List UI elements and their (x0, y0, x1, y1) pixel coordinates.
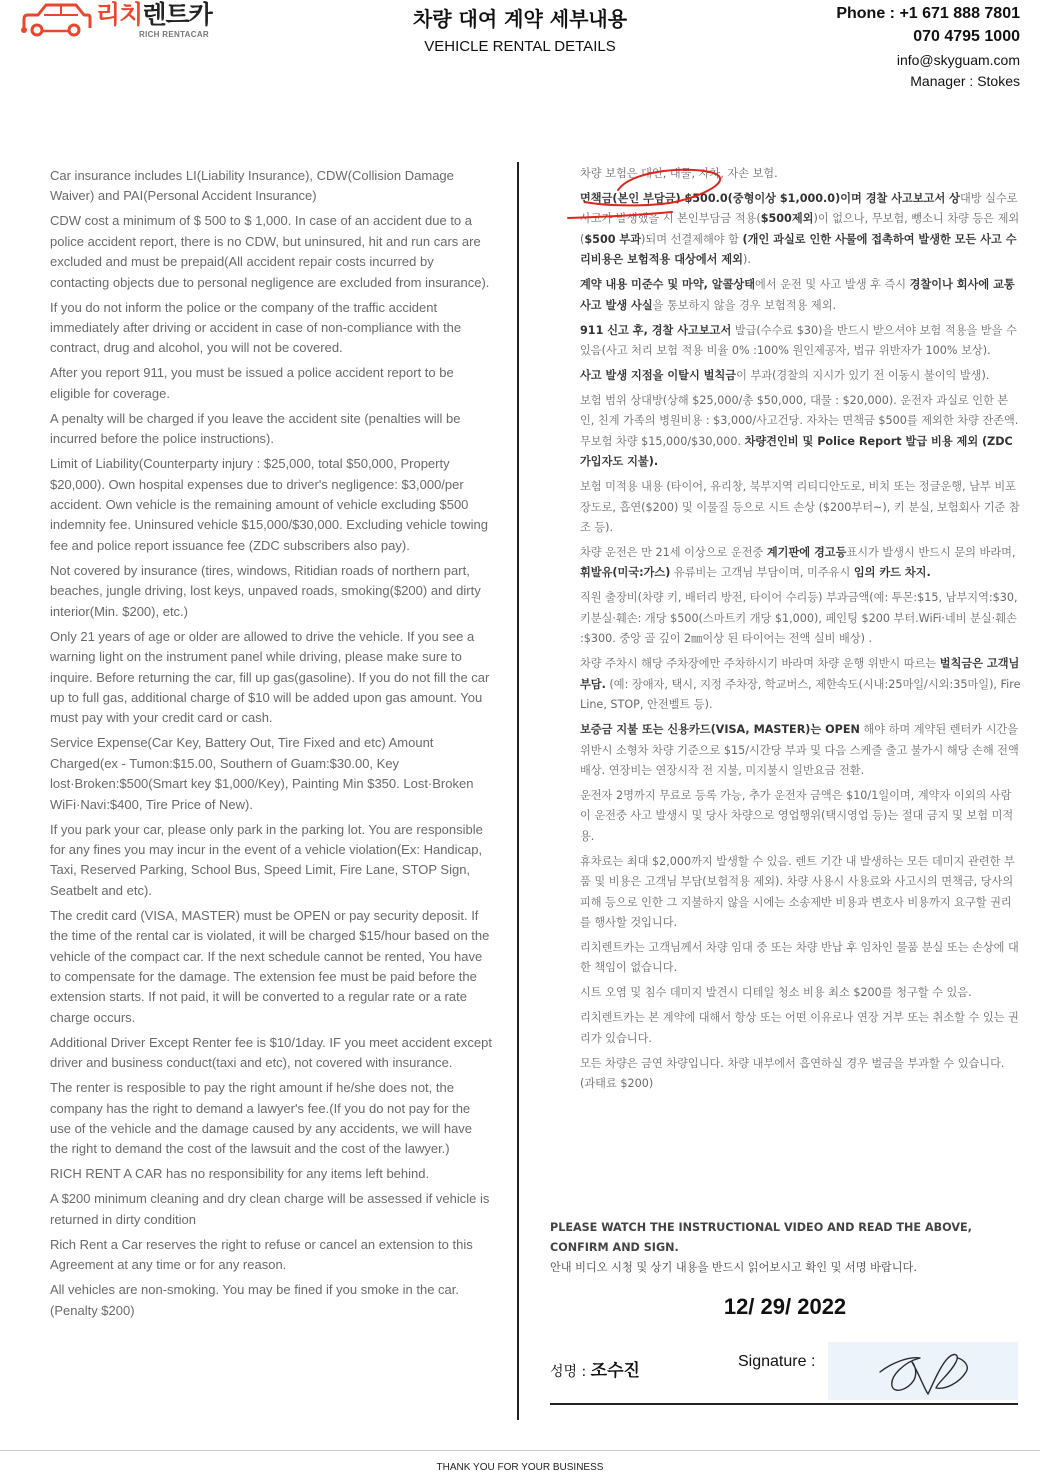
footer-text: THANK YOU FOR YOUR BUSINESS (436, 1462, 604, 1473)
name-field (550, 1356, 640, 1381)
term-ko-item (580, 654, 1022, 715)
term-ko-text: 이 부과(경찰의 지시가 있기 전 이동시 불이익 발생). (736, 369, 990, 383)
term-ko-text: 리치렌트카는 고객님께서 차량 임대 중 또는 차량 반납 후 임차인 물품 분실 또는 손상에 대한 책임이 없습니다. (580, 940, 1019, 975)
term-ko-text: 운전자 2명까지 무료로 등록 가능, 추가 운전자 금액은 $10/1일이며, 계약자 이외의 사람이 운전중 사고 발생시 및 당사 차량으로 영업행위(택시영업 등)는 절대 금지 및 보험 미적용. (580, 788, 1014, 843)
term-ko-text: 리치렌트카는 본 계약에 대해서 항상 또는 어떤 이유로나 연장 거부 또는 취소할 수 있는 권리가 있습니다. (580, 1011, 1019, 1045)
term-ko-text: 차량 보험은 대인, 대물, 자차, 자손 보험. (580, 167, 778, 180)
document-title-ko: 차량 대여 계약 세부내용 (412, 7, 628, 31)
term-en-item: Limit of Liability(Counterparty injury : $25,000, total $50,000, Property $20,000). Own hospital expenses due to driver's negligence: $3,000/per accident. Own vehicle is the remaining amount of vehicle excluding $500 indemnity fee. Uninsured vehicle $15,000/$30,000. Excluding vehicle towing fee and police report issuance fee (ZDC subscribers also pay). (50, 456, 488, 553)
brand-name-ko: 리치렌트카 (96, 0, 212, 29)
term-ko-emphasis: $500제외 (760, 212, 814, 226)
contact-block (836, 3, 1020, 92)
term-en-item: A $200 minimum cleaning and dry clean charge will be assessed if vehicle is returned in dirty condition (50, 1191, 490, 1227)
signature-box[interactable] (828, 1342, 1018, 1400)
term-en-item: Additional Driver Except Renter fee is $10/1day. IF you meet accident except driver and business conduct(taxi and etc), not covered with insurance. (50, 1034, 492, 1071)
signature-underline (550, 1403, 1018, 1405)
term-en-item: RICH RENT A CAR has no responsibility for any items left behind. (50, 1166, 430, 1182)
terms-korean-column (580, 164, 1022, 1099)
term-ko-text: 모든 차량은 금연 차량입니다. 차량 내부에서 흡연하실 경우 벌금을 부과할 수 있습니다. (과태료 $200) (580, 1056, 1005, 1091)
phone-secondary: 070 4795 1000 (913, 28, 1020, 45)
term-ko-emphasis: 계기판에 경고등 (766, 546, 847, 560)
term-ko-emphasis: 휘발유(미국:가스) (580, 566, 671, 580)
term-ko-emphasis: 면책금(본인 부담금) $500.0(중형이상 $1,000.0)이며 경찰 사고보고서 상 (580, 192, 960, 205)
term-en-item: If you park your car, please only park in the parking lot. You are responsible for any fines you may incur in the event of a vehicle violation(Ex: Handicap, Taxi, Reserved Parking, School Bus, Speed Limit, Fire Lane, STOP Sign, Seatbelt and etc). (50, 821, 483, 898)
term-en-item: If you do not inform the police or the company of the traffic accident immediately after driving or accident in case of non-compliance with the contract, drug and alcohol, you will not be covered. (50, 299, 462, 356)
term-ko-text: 유류비는 고객님 부담이며, 미주유시 (670, 566, 854, 580)
term-ko-item (580, 720, 1022, 781)
column-divider (517, 162, 519, 1420)
signature-row (550, 1350, 1018, 1404)
notice-en-line2: CONFIRM AND SIGN. (550, 1241, 679, 1254)
term-ko-item (580, 391, 1022, 473)
term-ko-item (580, 1054, 1022, 1095)
signing-date: 12/ 29/ 2022 (723, 1294, 847, 1319)
brand-name-en: RICH RENTACAR (139, 30, 209, 39)
contact-manager: Manager : Stokes (910, 73, 1020, 89)
term-ko-item (580, 852, 1022, 934)
term-en-item: Car insurance includes LI(Liability Insurance), CDW(Collision Damage Waiver) and PAI(Personal Accident Insurance) (50, 168, 454, 204)
term-ko-emphasis: 임의 카드 차지. (853, 566, 931, 580)
term-ko-item (580, 321, 1022, 362)
term-ko-item (580, 588, 1022, 649)
term-en-item: Service Expense(Car Key, Battery Out, Tire Fixed and etc) Amount Charged(ex - Tumon:$15.00, Southern of Guam:$30.00, Key lost·Broken:$500(Smart key $1,000/Key), Painting Min $350. Lost·Broken WiFi·Navi:$400, Tire Price of New). (50, 735, 474, 812)
term-ko-item (580, 938, 1022, 979)
name-label: 성명 : (550, 1364, 591, 1380)
term-ko-text: ). (743, 253, 751, 267)
term-ko-item (580, 543, 1022, 584)
term-ko-text: 표시가 발생시 반드시 문의 바라며, (846, 546, 1016, 560)
term-en-item: Rich Rent a Car reserves the right to refuse or cancel an extension to this Agreement at any time or for any reason. (50, 1236, 473, 1273)
term-ko-emphasis: 사고 발생 지점을 이탈시 벌칙금 (580, 369, 737, 383)
term-en-item: The renter is resposible to pay the right amount if he/she does not, the company has the right to demand a lawyer's fee.(If you do not pay for the use of the vehicle and the damage caused by any accidents, we will have the right to demand the cost of the lawsuit and the cost of the lawyer.) (50, 1080, 473, 1157)
term-ko-item (580, 477, 1022, 538)
term-en-item: A penalty will be charged if you leave the accident site (penalties will be incurred before the police instructions). (50, 410, 461, 447)
term-ko-emphasis: 차량견인비 및 Police Report 발급 비용 제외 (ZDC 가입자도 지불). (580, 434, 1013, 469)
term-ko-text: (예: 장애자, 택시, 지정 주차장, 학교버스, 제한속도(시내:25마일/시외:35마일), Fire Line, STOP, 안전벨트 등). (580, 677, 1021, 712)
term-ko-text: 휴차료는 최대 $2,000까지 발생할 수 있음. 렌트 기간 내 발생하는 모든 데미지 관련한 부품 및 비용은 고객님 부담(보험적용 제외). 차량 사용시 사용료와 사고시의 면책금, 당사의 피해 등으로 인한 그 지불하지 않을 시에는 소송제반 비용과 변호사 비용까지 요구할 권리를 행사할 것입니다. (580, 854, 1015, 929)
term-en-item: The credit card (VISA, MASTER) must be OPEN or pay security deposit. If the time of the rental car is violated, it will be charged $15/hour based on the vehicle of the compact car. If the next schedule cannot be rented, You have to compensate for the damage. The extension fee must be paid before the extension starts. If not paid, it will be converted to a regular rate or a rate charge occurs. (50, 907, 490, 1025)
term-ko-emphasis: $500 부과 (584, 232, 642, 246)
term-ko-text: 보험 범위 상대방(상해 $25,000/총 $50,000, 대물 : $20,000). 운전자 과실로 인한 본인, 친계 가족의 병원비용 : $3,000/사고건당. 자차는 면책금 $500를 제외한 차량 잔존액. 무보험 차량 $15,000/$30,000. (580, 394, 1019, 448)
term-ko-text: 보험 미적용 내용 (타이어, 유리창, 북부지역 리티디안도로, 비치 또는 정글운행, 남부 비포장도로, 흡연($200) 및 이물질 등으로 시트 손상 ($200부터~), 키 분실, 보험회사 기준 참조 등). (580, 480, 1020, 535)
term-ko-text: 직원 출장비(차량 키, 배터리 방전, 타이어 수리등) 부과금액(예: 투몬:$15, 남부지역:$30, 키분실·훼손: 개당 $500(스마트키 개당 $1,000), 페인팅 $200 부터.WiFi·네비 분실·훼손 :$300. 중앙 골 깊이 2㎜이상 된 타이어는 전액 실비 배상) . (580, 591, 1018, 646)
term-ko-emphasis: 경찰이나 회사에 교통 사고 발생 사실 (580, 278, 1015, 312)
phone-primary: Phone : +1 671 888 7801 (836, 5, 1020, 22)
term-ko-text: 에서 운전 및 사고 발생 후 즉시 (755, 278, 910, 292)
term-ko-emphasis: 보증금 지불 또는 신용카드(VISA, MASTER)는 OPEN (580, 723, 860, 737)
term-en-item: Not covered by insurance (tires, windows, Ritidian roads of northern part, beaches, jungle driving, lost keys, unpaved roads, smoking($200) and dirty interior(Min. $200), etc.) (50, 562, 481, 619)
notice-en-line1: PLEASE WATCH THE INSTRUCTIONAL VIDEO AND READ THE ABOVE, (550, 1221, 972, 1234)
term-ko-item (580, 1008, 1022, 1049)
footer-divider (0, 1450, 1040, 1451)
term-ko-text: )이 없으나, 무보험, 뺑소니 차량 등은 제외( (580, 212, 1020, 246)
term-ko-item (580, 786, 1022, 847)
term-ko-emphasis: 911 신고 후, 경찰 사고보고서 (580, 323, 732, 337)
notice-ko: 안내 비디오 시청 및 상기 내용을 반드시 읽어보시고 확인 및 서명 바랍니다. (550, 1261, 917, 1274)
signature-label: Signature : (738, 1353, 816, 1370)
handwritten-signature (828, 1342, 1018, 1400)
document-title-en: VEHICLE RENTAL DETAILS (424, 38, 616, 55)
term-ko-text: 차량 운전은 만 21세 이상으로 운전중 (580, 546, 767, 560)
term-en-item: CDW cost a minimum of $ 500 to $ 1,000. In case of an accident due to a police accident report, there is no CDW, but uninsured, hit and run cars are excluded and must be prepaid(All accident repair costs incurred by contacting objects due to personal negligence are excluded from insurance). (50, 213, 490, 290)
term-en-item: After you report 911, you must be issued a police accident report to be eligible for coverage. (50, 365, 454, 401)
term-en-item: All vehicles are non-smoking. You may be fined if you smoke in the car. (Penalty $200) (50, 1282, 459, 1318)
name-value: 조수진 (590, 1361, 640, 1381)
sign-notice (550, 1218, 1020, 1278)
term-ko-item (580, 275, 1022, 316)
term-ko-emphasis: 벌칙금은 고객님 부담. (580, 657, 1020, 691)
term-ko-text: 발급(수수료 $30)을 반드시 받으셔야 보험 적용을 받을 수 있음(사고 처리 보험 적용 비율 0% :100% 원인제공자, 법규 위반자가 100% 보상). (580, 323, 1017, 358)
term-ko-text: 시트 오염 및 침수 데미지 발견시 디테일 청소 비용 최소 $200를 청구할 수 있음. (580, 986, 972, 1000)
term-ko-text: 해야 하며 계약된 렌터카 시간을 위반시 소형차 차량 기준으로 $15/시간당 부과 및 다음 스케줄 출고 불가시 해당 손해 전액 배상. 연장비는 연장시작 전 지불, 미지불시 일반요금 전환. (580, 723, 1019, 777)
term-ko-text: )되며 선결제해야 함 (641, 232, 743, 246)
term-ko-emphasis: (개인 과실로 인한 사물에 접촉하여 발생한 모든 사고 수리비용은 보험적용 대상에서 제외 (580, 232, 1017, 267)
term-ko-item (580, 366, 1022, 386)
red-pen-annotation (560, 160, 790, 230)
terms-english-column (50, 166, 492, 1326)
term-ko-text: 차량 주차시 해당 주차장에만 주차하시기 바라며 차량 운행 위반시 따르는 (580, 657, 940, 671)
term-ko-text: 을 통보하지 않을 경우 보험적용 제외. (652, 298, 837, 312)
term-ko-emphasis: 계약 내용 미준수 및 마약, 알콜상태 (580, 278, 756, 292)
term-en-item: Only 21 years of age or older are allowed to drive the vehicle. If you see a warning light on the instrument panel while driving, please make sure to inquire. Before returning the car, fill up gas(gasoline). If you do not fill the car up to full gas, additional charge of $10 will be added upon gas amount. You must pay with your credit card or cash. (50, 628, 490, 726)
term-ko-text: 대방 실수로 사고가 발생했을 시 본인부담금 적용( (580, 192, 1018, 226)
term-ko-item (580, 983, 1022, 1003)
contact-email: info@skyguam.com (896, 52, 1020, 68)
